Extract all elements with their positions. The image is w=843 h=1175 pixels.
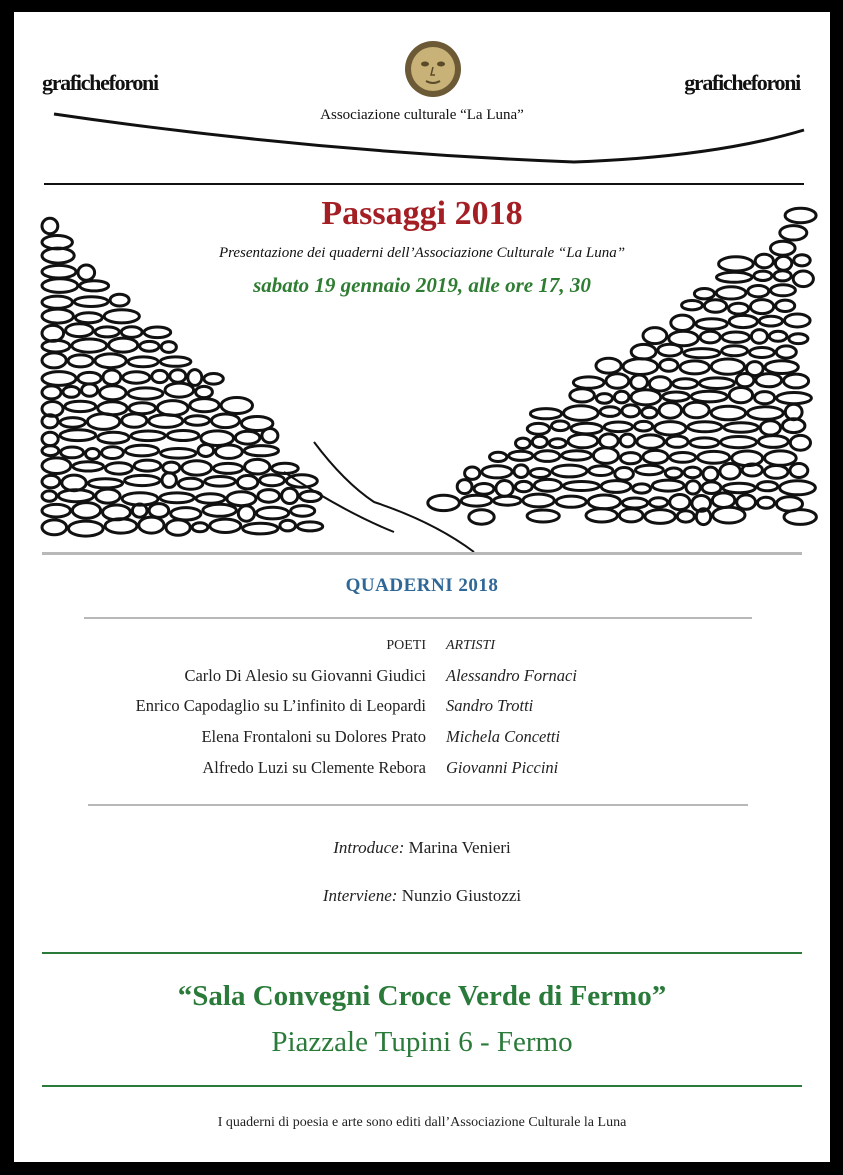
stone-shape	[704, 300, 726, 313]
stone-shape	[60, 418, 85, 428]
footer-note: I quaderni di poesia e arte sono editi dall’Associazione Culturale la Luna	[217, 1115, 627, 1130]
stone-shape	[190, 399, 219, 412]
stone-shape	[109, 338, 138, 352]
stone-shape	[161, 449, 196, 459]
stone-shape	[178, 478, 202, 489]
venue-name: “Sala Convegni Croce Verde di Fermo”	[177, 980, 667, 1012]
stone-shape	[216, 445, 243, 458]
stone-shape	[722, 346, 748, 356]
artist-entry: Giovanni Piccini	[446, 758, 559, 777]
stone-shape	[671, 315, 694, 330]
stone-shape	[573, 377, 604, 388]
stone-shape	[712, 493, 734, 508]
introducer-name: Marina Venieri	[408, 838, 511, 857]
stone-shape	[631, 375, 648, 389]
stone-shape	[777, 393, 812, 404]
stone-shape	[552, 465, 587, 477]
stone-shape	[103, 370, 121, 385]
stone-shape	[82, 384, 98, 396]
stone-shape	[568, 434, 598, 448]
stone-shape	[198, 445, 214, 457]
stone-shape	[623, 359, 658, 375]
stone-shape	[243, 523, 278, 534]
stone-shape	[128, 357, 158, 367]
stone-shape	[758, 497, 775, 508]
stone-shape	[125, 475, 160, 485]
stone-shape	[532, 436, 547, 447]
stone-shape	[682, 301, 703, 310]
stone-shape	[620, 434, 635, 447]
list-item	[14, 666, 830, 696]
stone-shape	[121, 327, 142, 338]
stone-shape	[688, 422, 722, 432]
stone-shape	[757, 482, 777, 491]
poet-entry: Elena Frontaloni su Dolores Prato	[201, 727, 426, 746]
divider	[84, 617, 752, 619]
list-item	[14, 758, 830, 788]
stone-shape	[238, 506, 254, 521]
stone-shape	[160, 357, 191, 366]
stone-shape	[102, 447, 124, 459]
stone-shape	[702, 482, 721, 494]
stone-shape	[188, 370, 202, 386]
stone-shape	[167, 431, 199, 441]
list-item	[14, 696, 830, 726]
stone-shape	[170, 370, 186, 383]
stone-shape	[711, 359, 744, 374]
stone-shape	[160, 493, 194, 503]
stone-shape	[765, 451, 797, 465]
stone-shape	[571, 423, 602, 434]
stone-shape	[696, 319, 727, 329]
stone-shape	[42, 520, 67, 535]
stone-shape	[205, 477, 236, 487]
stone-shape	[659, 403, 681, 419]
brand-right: graficheforoni	[684, 70, 800, 95]
stone-shape	[185, 416, 210, 425]
stone-shape	[534, 479, 561, 491]
stone-shape	[516, 438, 531, 448]
stone-shape	[134, 460, 161, 471]
stone-shape	[140, 341, 159, 351]
stone-shape	[655, 422, 686, 435]
stone-shape	[42, 386, 61, 399]
stone-shape	[428, 495, 460, 510]
stone-shape	[42, 372, 76, 386]
stone-shape	[606, 374, 629, 388]
artist-entry: Sandro Trotti	[446, 696, 534, 715]
stone-shape	[157, 401, 188, 416]
stone-shape	[790, 435, 810, 450]
stone-shape	[635, 421, 653, 431]
divider	[88, 804, 748, 806]
stone-shape	[235, 431, 259, 444]
stone-shape	[645, 510, 675, 524]
stone-shape	[737, 495, 756, 509]
event-title: Passaggi 2018	[321, 195, 523, 232]
stone-shape	[182, 461, 212, 475]
stone-shape	[642, 407, 657, 418]
stone-shape	[87, 414, 119, 430]
speaker-name: Nunzio Giustozzi	[401, 886, 522, 905]
stone-shape	[703, 467, 718, 481]
stone-shape	[123, 372, 150, 383]
stone-shape	[764, 466, 788, 479]
stone-shape	[73, 462, 104, 471]
stone-shape	[724, 423, 758, 432]
stone-shape	[469, 510, 494, 524]
stone-shape	[457, 480, 472, 494]
stone-shape	[751, 330, 767, 344]
stone-shape	[711, 406, 745, 420]
stone-shape	[96, 489, 120, 503]
stone-shape	[104, 310, 139, 323]
stone-shape	[713, 507, 745, 523]
stone-shape	[589, 466, 613, 476]
stone-shape	[257, 507, 289, 519]
stone-shape	[690, 438, 719, 448]
stone-shape	[691, 391, 727, 402]
stone-shape	[527, 510, 559, 522]
stone-shape	[552, 421, 570, 431]
poet-entry: Alfredo Luzi su Clemente Rebora	[202, 758, 426, 777]
stone-shape	[465, 467, 480, 479]
stone-shape	[736, 374, 754, 387]
column-headers	[14, 638, 830, 668]
stone-shape	[42, 458, 71, 474]
stone-shape	[509, 451, 533, 460]
stone-shape	[258, 490, 280, 503]
stone-shape	[244, 446, 278, 456]
stone-shape	[760, 421, 780, 435]
stone-shape	[68, 355, 93, 367]
stone-shape	[72, 339, 107, 352]
brand-left: graficheforoni	[42, 70, 158, 95]
stone-shape	[750, 348, 775, 358]
stone-shape	[282, 488, 298, 503]
venue-address: Piazzale Tupini 6 - Fermo	[271, 1026, 573, 1058]
stone-shape	[748, 407, 784, 420]
stone-shape	[227, 492, 256, 506]
stone-shape	[631, 390, 661, 405]
stone-shape	[125, 445, 158, 456]
stone-shape	[69, 521, 104, 536]
stone-shape	[514, 465, 528, 478]
stone-shape	[149, 504, 169, 518]
stone-shape	[621, 453, 641, 464]
association-name: Associazione culturale “La Luna”	[320, 107, 524, 123]
stone-shape	[482, 466, 512, 478]
stone-shape	[461, 495, 491, 506]
stone-shape	[684, 402, 710, 418]
stone-shape	[149, 415, 183, 428]
stone-shape	[210, 519, 241, 532]
speaker-label: Interviene:	[322, 886, 398, 905]
stone-shape	[600, 407, 620, 417]
stone-shape	[759, 436, 789, 448]
stone-shape	[588, 495, 620, 509]
stone-shape	[665, 468, 682, 478]
stone-shape	[42, 446, 59, 456]
artist-entry: Alessandro Fornaci	[446, 666, 577, 685]
stone-shape	[196, 494, 225, 503]
stone-shape	[759, 316, 782, 326]
stone-shape	[564, 482, 600, 491]
stone-shape	[128, 388, 163, 399]
stone-shape	[776, 346, 796, 358]
stone-shape	[784, 374, 809, 388]
stone-shape	[474, 484, 494, 495]
stone-shape	[593, 448, 618, 464]
stone-shape	[72, 503, 100, 519]
stone-shape	[221, 398, 252, 414]
stone-shape	[596, 394, 612, 404]
stone-shape	[751, 300, 774, 314]
poster	[14, 12, 830, 1162]
stone-shape	[203, 504, 236, 516]
stone-shape	[670, 495, 690, 510]
stone-shape	[196, 386, 213, 397]
stone-shape	[42, 325, 64, 341]
stone-shape	[684, 467, 701, 478]
stone-shape	[631, 344, 656, 359]
stone-shape	[166, 520, 190, 535]
stone-shape	[74, 297, 108, 307]
stone-shape	[496, 481, 513, 497]
stone-shape	[88, 479, 122, 488]
artists-header: ARTISTI	[446, 638, 495, 653]
stone-shape	[61, 447, 84, 458]
stone-shape	[171, 508, 201, 520]
stone-shape	[756, 374, 782, 387]
section-title: QUADERNI 2018	[345, 575, 499, 596]
stone-shape	[684, 349, 720, 358]
stone-shape	[237, 476, 257, 489]
stone-shape	[789, 334, 808, 344]
stone-shape	[723, 483, 755, 492]
stone-shape	[562, 451, 592, 460]
stone-shape	[42, 309, 73, 323]
stone-shape	[98, 432, 129, 443]
stone-shape	[649, 377, 671, 391]
stone-shape	[549, 439, 566, 448]
stone-shape	[596, 358, 621, 373]
stone-shape	[785, 314, 811, 327]
stone-shape	[729, 315, 757, 327]
stone-shape	[527, 423, 549, 434]
stone-shape	[95, 327, 119, 337]
stone-shape	[660, 359, 678, 371]
poet-entry: Carlo Di Alesio su Giovanni Giudici	[184, 666, 426, 685]
stone-shape	[63, 387, 80, 398]
stone-shape	[262, 429, 278, 443]
divider	[42, 552, 802, 555]
stone-shape	[755, 392, 775, 404]
stone-shape	[490, 452, 507, 461]
stone-shape	[658, 344, 682, 356]
stone-shape	[152, 370, 168, 382]
stone-shape	[42, 353, 66, 368]
stone-shape	[650, 498, 668, 507]
event-date: sabato 19 gennaio 2019, alle ore 17, 30	[253, 273, 591, 297]
poet-entry: Enrico Capodaglio su L’infinito di Leopardi	[135, 696, 426, 715]
stone-shape	[670, 453, 696, 463]
stone-shape	[95, 354, 126, 368]
stone-shape	[530, 409, 561, 419]
stone-shape	[75, 313, 102, 323]
stone-shape	[556, 496, 586, 507]
moon-face-icon	[404, 40, 462, 98]
introducer-line	[14, 838, 830, 858]
introducer-label: Introduce:	[333, 838, 405, 857]
stone-shape	[66, 324, 94, 337]
stone-shape	[42, 491, 57, 501]
stone-shape	[494, 496, 521, 505]
poets-header: POETI	[386, 638, 426, 653]
stone-shape	[784, 510, 816, 525]
stone-shape	[163, 462, 180, 473]
stone-shape	[515, 481, 532, 491]
stone-shape	[643, 328, 667, 344]
stone-shape	[122, 414, 147, 427]
divider	[42, 1085, 802, 1087]
artist-entry: Michela Concetti	[446, 727, 561, 746]
stone-shape	[42, 475, 60, 487]
divider	[42, 952, 802, 954]
stone-shape	[260, 475, 285, 486]
stone-shape	[619, 509, 643, 522]
stone-shape	[652, 480, 684, 491]
stone-shape	[535, 451, 560, 462]
stone-shape	[192, 523, 208, 532]
stone-shape	[86, 449, 100, 460]
stone-shape	[106, 463, 133, 474]
stone-shape	[291, 506, 315, 517]
stone-shape	[666, 436, 688, 447]
stone-shape	[161, 342, 176, 353]
stone-shape	[280, 520, 296, 531]
stone-shape	[637, 435, 664, 448]
stone-shape	[214, 463, 243, 473]
stone-shape	[765, 361, 798, 374]
stone-shape	[298, 522, 323, 531]
stone-shape	[42, 504, 70, 517]
stone-shape	[722, 332, 749, 342]
stone-shape	[729, 303, 749, 314]
stone-shape	[600, 434, 619, 448]
stone-shape	[686, 481, 700, 494]
stone-shape	[680, 361, 709, 374]
stone-shape	[564, 406, 599, 421]
stone-shape	[700, 331, 720, 343]
stone-shape	[78, 372, 101, 384]
list-item	[14, 727, 830, 757]
stone-shape	[65, 401, 96, 411]
stone-shape	[729, 388, 752, 403]
stone-shape	[776, 300, 795, 311]
stone-shape	[700, 378, 735, 389]
stone-shape	[769, 331, 787, 341]
stone-shape	[530, 469, 550, 478]
stone-shape	[586, 509, 617, 522]
stone-shape	[622, 498, 647, 508]
stone-shape	[673, 379, 698, 389]
stone-shape	[780, 481, 816, 495]
stone-shape	[636, 465, 664, 474]
stone-shape	[698, 451, 730, 463]
stone-shape	[165, 383, 194, 397]
stone-shape	[212, 414, 240, 428]
stone-shape	[604, 422, 632, 432]
event-subtitle: Presentazione dei quaderni dell’Associazione Culturale “La Luna”	[218, 245, 626, 261]
stone-shape	[162, 473, 176, 488]
stone-shape	[643, 450, 668, 463]
left-stone-wall	[42, 218, 323, 536]
stone-shape	[720, 464, 740, 480]
stone-shape	[42, 432, 58, 445]
stone-shape	[633, 484, 651, 493]
stone-shape	[204, 374, 223, 385]
stone-shape	[131, 431, 165, 441]
stone-shape	[60, 430, 96, 441]
stone-shape	[677, 511, 694, 522]
stone-shape	[615, 468, 634, 481]
stone-shape	[663, 392, 689, 401]
stone-shape	[601, 481, 631, 493]
stone-shape	[721, 437, 757, 448]
stone-shape	[100, 386, 126, 400]
stone-shape	[570, 389, 595, 402]
stone-shape	[139, 517, 164, 533]
stone-shape	[614, 391, 629, 403]
stone-shape	[245, 459, 270, 474]
stone-shape	[144, 327, 171, 338]
speaker-line	[14, 886, 830, 906]
stone-shape	[622, 405, 640, 417]
stone-shape	[523, 494, 554, 507]
stone-shape	[790, 464, 808, 478]
stone-shape	[129, 403, 155, 414]
